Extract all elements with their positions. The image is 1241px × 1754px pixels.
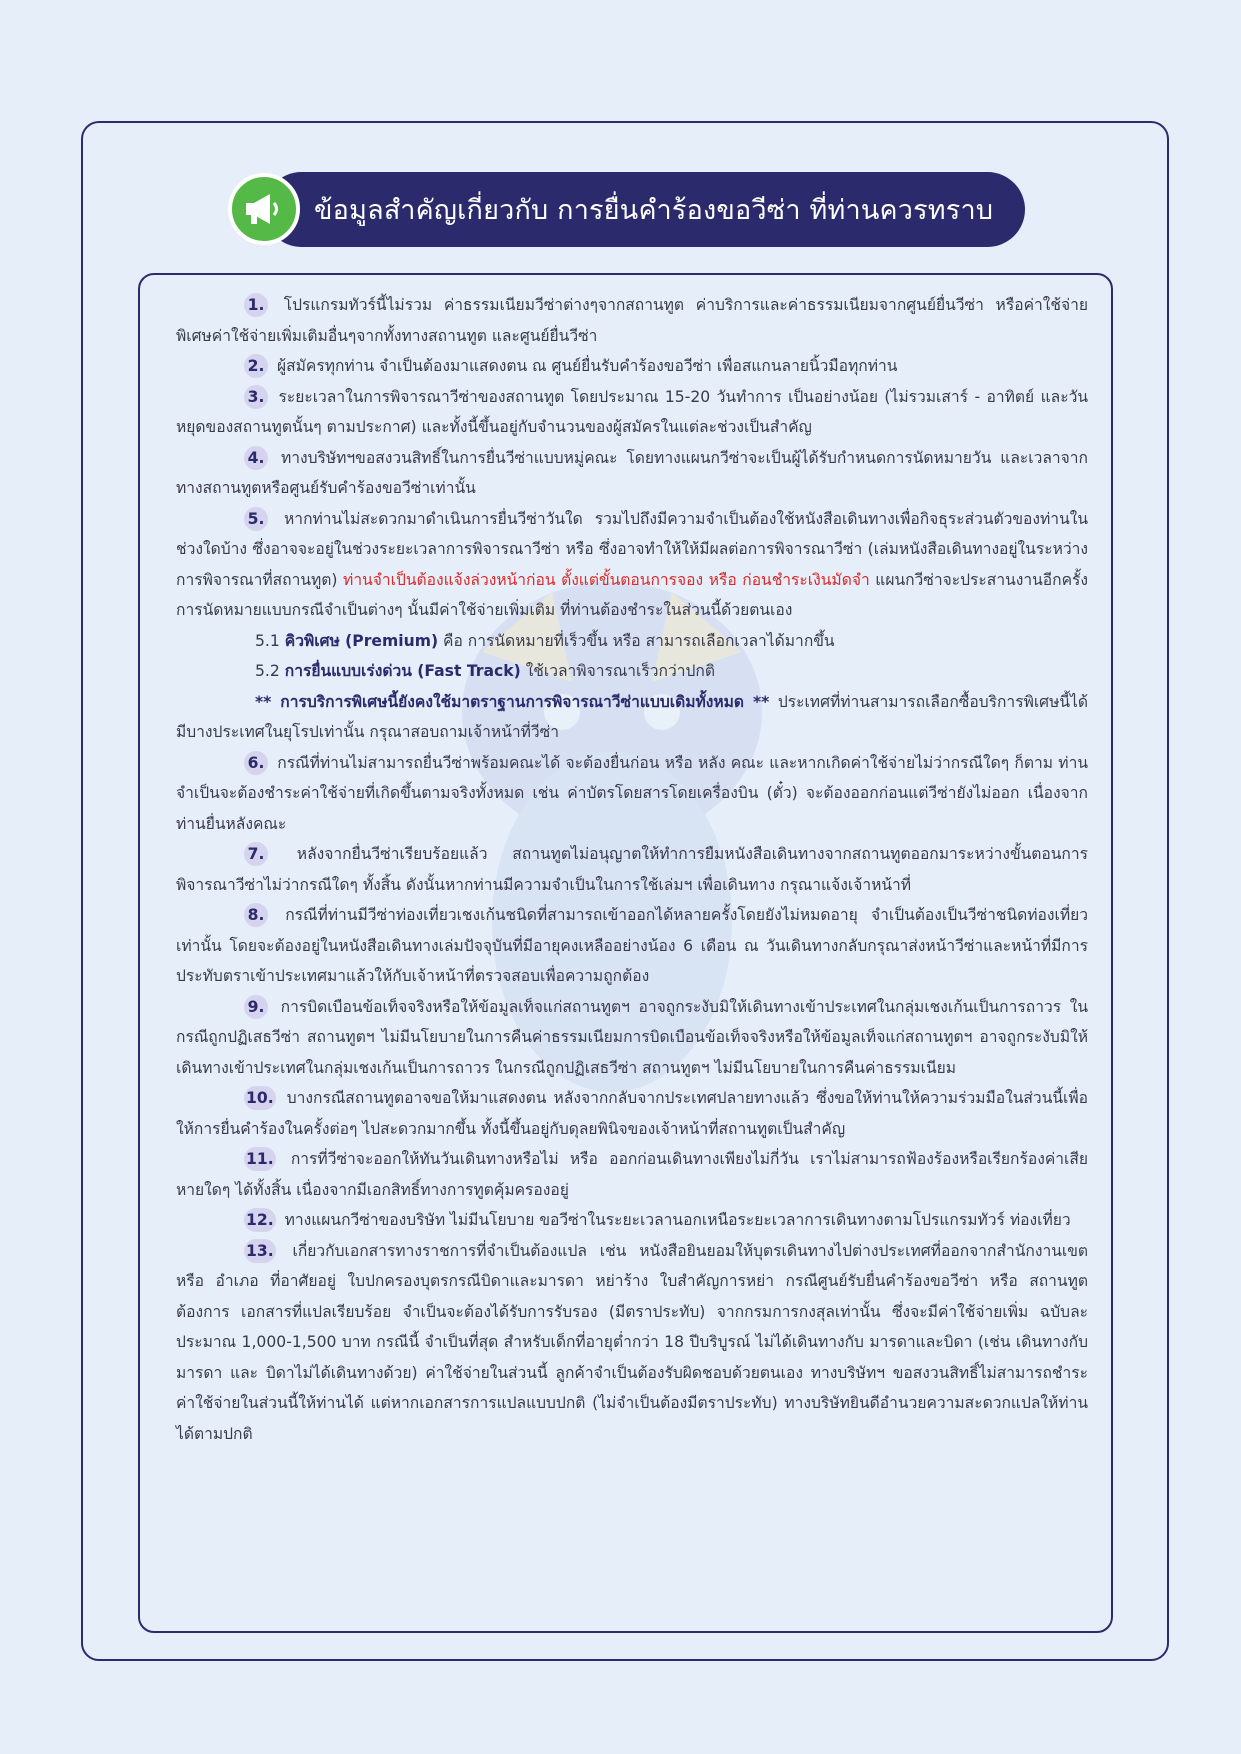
item-text: การบิดเบือนข้อเท็จจริงหรือให้ข้อมูลเท็จแก่สถานทูตฯ อาจถูกระงับมิให้เดินทางเข้าประเทศในกลุ่มเชงเก้นเป็นการถาวร ในกรณีถูกปฏิเสธวีซ่า สถานทูตฯ ไม่มีนโยบายในการคืนค่าธรรมเนียมการบิดเบือนข้อเท็จจริงหรือให้ข้อมูลเท็จแก่สถานทูตฯ อาจถูกระงับมิให้เดินทางเข้าประเทศในกลุ่มเชงเก้นเป็นการถาวร ในกรณีถูกปฏิเสธวีซ่า สถานทูตฯ ไม่มีนโยบายในการคืนค่าธรรมเนียม bbox=[176, 997, 1088, 1077]
item-text: ทางบริษัทฯขอสงวนสิทธิ์ในการยื่นวีซ่าแบบหมู่คณะ โดยทางแผนกวีซ่าจะเป็นผู้ได้รับกำหนดการนัดหมายวัน และเวลาจากทางสถานทูตหรือศูนย์รับคำร้องขอวีซ่าเท่านั้น bbox=[176, 448, 1088, 497]
item-number: 6. bbox=[244, 751, 268, 775]
service-note-title: ** การบริการพิเศษนี้ยังคงใช้มาตราฐานการพิจารณาวีซ่าแบบเดิมทั้งหมด ** bbox=[255, 692, 770, 711]
list-item bbox=[176, 290, 1088, 351]
item-number: 7. bbox=[244, 842, 268, 866]
item-text: หากท่านไม่สะดวกมาดำเนินการยื่นวีซ่าวันใด รวมไปถึงมีความจำเป็นต้องใช้หนังสือเดินทางเพื่อกิจธุระส่วนตัวของท่านในช่วงใดบ้าง ซึ่งอาจจะอยู่ในช่วงระยะเวลาการพิจารณาวีซ่า หรือ ซึ่งอาจทำให้ให้มีผลต่อการพิจารณาวีซ่า (เล่มหนังสือเดินทางอยู่ในระหว่างการพิจารณาที่สถานทูต) bbox=[176, 509, 1088, 589]
list-item bbox=[176, 1083, 1088, 1144]
sub-item bbox=[176, 626, 1088, 657]
service-note-text: ประเทศที่ท่านสามารถเลือกซื้อบริการพิเศษนี้ได้ มีบางประเทศในยุโรปเท่านั้น กรุณาสอบถามเจ้าหน้าที่วีซ่า bbox=[176, 692, 1088, 741]
list-item bbox=[176, 1205, 1088, 1236]
item-text: หลังจากยื่นวีซ่าเรียบร้อยแล้ว สถานทูตไม่อนุญาตให้ทำการยืมหนังสือเดินทางจากสถานทูตออกมาระหว่างขั้นตอนการพิจารณาวีซ่าไม่ว่ากรณีใดๆ ทั้งสิ้น ดังนั้นหากท่านมีความจำเป็นในการใช้เล่มฯ เพื่อเดินทาง กรุณาแจ้งเจ้าหน้าที่ bbox=[176, 845, 1088, 894]
list-item bbox=[176, 382, 1088, 443]
title-banner bbox=[228, 172, 1025, 247]
item-text: ระยะเวลาในการพิจารณาวีซ่าของสถานทูต โดยประมาณ 15-20 วันทำการ เป็นอย่างน้อย (ไม่รวมเสาร์ - อาทิตย์ และวันหยุดของสถานทูตนั้นๆ ตามประกาศ) และทั้งนี้ขึ้นอยู่กับจำนวนของผู้สมัครในแต่ละช่วงเป็นสำคัญ bbox=[176, 387, 1088, 436]
sub-item-text: คือ การนัดหมายที่เร็วขึ้น หรือ สามารถเลือกเวลาได้มากขึ้น bbox=[438, 631, 835, 650]
item-text: กรณีที่ท่านไม่สามารถยื่นวีซ่าพร้อมคณะได้ จะต้องยื่นก่อน หรือ หลัง คณะ และหากเกิดค่าใช้จ่ายไม่ว่ากรณีใดๆ ก็ตาม ท่านจำเป็นจะต้องชำระค่าใช้จ่ายที่เกิดขึ้นตามจริงทั้งหมด เช่น ค่าบัตรโดยสารโดยเครื่องบิน (ตั๋ว) จะต้องออกก่อนแต่วีซ่ายังไม่ออก เนื่องจากท่านยื่นหลังคณะ bbox=[176, 753, 1088, 833]
megaphone-icon bbox=[228, 173, 300, 245]
item-number: 9. bbox=[244, 995, 268, 1019]
item-number: 4. bbox=[244, 446, 268, 470]
item-number: 12. bbox=[244, 1208, 276, 1232]
list-item bbox=[176, 748, 1088, 840]
list-item bbox=[176, 839, 1088, 900]
sub-item-text: ใช้เวลาพิจารณาเร็วกว่าปกติ bbox=[520, 662, 715, 680]
sub-item-title: การยื่นแบบเร่งด่วน (Fast Track) bbox=[284, 662, 521, 680]
item-text: ผู้สมัครทุกท่าน จำเป็นต้องมาแสดงตน ณ ศูนย์ยื่นรับคำร้องขอวีซ่า เพื่อสแกนลายนิ้วมือทุกท่าน bbox=[276, 357, 898, 375]
list-item bbox=[176, 1144, 1088, 1205]
list-item bbox=[176, 504, 1088, 626]
requirements-list bbox=[176, 290, 1088, 1449]
item-text: โปรแกรมทัวร์นี้ไม่รวม ค่าธรรมเนียมวีซ่าต่างๆจากสถานทูต ค่าบริการและค่าธรรมเนียมจากศูนย์ยื่นวีซ่า หรือค่าใช้จ่ายพิเศษค่าใช้จ่ายเพิ่มเติมอื่นๆจากทั้งทางสถานทูต และศูนย์ยื่นวีซ่า bbox=[176, 296, 1088, 345]
item-number: 11. bbox=[244, 1147, 276, 1171]
list-item bbox=[176, 1236, 1088, 1450]
important-notice: ท่านจำเป็นต้องแจ้งล่วงหน้าก่อน ตั้งแต่ขั้นตอนการจอง หรือ ก่อนชำระเงินมัดจำ bbox=[343, 570, 870, 589]
item-number: 2. bbox=[244, 354, 268, 378]
item-number: 10. bbox=[244, 1086, 276, 1110]
item-text: ทางแผนกวีซ่าของบริษัท ไม่มีนโยบาย ขอวีซ่าในระยะเวลานอกเหนือระยะเวลาการเดินทางตามโปรแกรมทัวร์ ท่องเที่ยว bbox=[284, 1211, 1071, 1229]
page-title: ข้อมูลสำคัญเกี่ยวกับ การยื่นคำร้องขอวีซ่า ที่ท่านควรทราบ bbox=[314, 195, 994, 226]
item-text: กรณีที่ท่านมีวีซ่าท่องเที่ยวเชงเก้นชนิดที่สามารถเข้าออกได้หลายครั้งโดยยังไม่หมดอายุ จำเป็นต้องเป็นวีซ่าชนิดท่องเที่ยวเท่านั้น โดยจะต้องอยู่ในหนังสือเดินทางเล่มปัจจุบันที่มีอายุคงเหลืออย่างน้อง 6 เดือน ณ วันเดินทางกลับกรุณาส่งหน้าวีซ่าและหน้าที่มีการประทับตราเข้าประเทศมาแล้วให้กับเจ้าหน้าที่ตรวจสอบเพื่อความถูกต้อง bbox=[176, 906, 1088, 985]
list-item bbox=[176, 443, 1088, 504]
item-number: 3. bbox=[244, 385, 268, 409]
list-item bbox=[176, 900, 1088, 992]
list-item bbox=[176, 992, 1088, 1084]
item-number: 5. bbox=[244, 507, 268, 531]
item-text: การที่วีซ่าจะออกให้ทันวันเดินทางหรือไม่ หรือ ออกก่อนเดินทางเพียงไม่กี่วัน เราไม่สามารถฟ้องร้องหรือเรียกร้องค่าเสียหายใดๆ ได้ทั้งสิ้น เนื่องจากมีเอกสิทธิ์ทางการทูตคุ้มครองอยู่ bbox=[176, 1150, 1088, 1199]
item-number: 13. bbox=[244, 1239, 276, 1263]
item-number: 1. bbox=[244, 293, 268, 317]
sub-item bbox=[176, 656, 1088, 687]
item-text: เกี่ยวกับเอกสารทางราชการที่จำเป็นต้องแปล เช่น หนังสือยินยอมให้บุตรเดินทางไปต่างประเทศที่ออกจากสำนักงานเขต หรือ อำเภอ ที่อาศัยอยู่ ใบปกครองบุตรกรณีบิดาและมารดา หย่าร้าง ใบสำคัญการหย่า กรณีศูนย์รับยื่นคำร้องขอวีซ่า หรือ สถานทูตต้องการ เอกสารที่แปลเรียบร้อย จำเป็นจะต้องได้รับการรับรอง (มีตราประทับ) จากกรมการกงสุลเท่านั้น ซึ่งจะมีค่าใช้จ่ายเพิ่ม ฉบับละ ประมาณ 1,000-1,500 บาท กรณีนี้ จำเป็นที่สุด สำหรับเด็กที่อายุต่ำกว่า 18 ปีบริบูรณ์ ไม่ได้เดินทางกับ มารดาและบิดา (เช่น เดินทางกับมารดา และ บิดาไม่ได้เดินทางด้วย) ค่าใช้จ่ายในส่วนนี้ ลูกค้าจำเป็นต้องรับผิดชอบด้วยตนเอง ทางบริษัทฯ ขอสงวนสิทธิ์ไม่สามารถชำระค่าใช้จ่ายในส่วนนี้ให้ท่านได้ แต่หากเอกสารการแปลแบบปกติ (ไม่จำเป็นต้องมีตราประทับ) ทางบริษัทยินดีอำนวยความสะดวกแปลให้ท่านได้ตามปกติ bbox=[176, 1241, 1088, 1443]
item-text: บางกรณีสถานทูตอาจขอให้มาแสดงตน หลังจากกลับจากประเทศปลายทางแล้ว ซึ่งขอให้ท่านให้ความร่วมมือในส่วนนี้เพื่อให้การยื่นคำร้องในครั้งต่อๆ ไปสะดวกมากขึ้น ทั้งนี้ขึ้นอยู่กับดุลยพินิจของเจ้าหน้าที่สถานทูตเป็นสำคัญ bbox=[176, 1089, 1088, 1138]
list-item bbox=[176, 351, 1088, 382]
sub-item-number: 5.1 bbox=[255, 631, 280, 650]
sub-item-number: 5.2 bbox=[255, 662, 280, 680]
item-text-continued: แผนกวีซ่าจะประสานงานอีกครั้ง การนัดหมายแบบกรณีจำเป็นต่างๆ นั้นมีค่าใช้จ่ายเพิ่มเติม ที่ท่านต้องชำระในส่วนนี้ด้วยตนเอง bbox=[176, 570, 1089, 619]
item-number: 8. bbox=[244, 903, 268, 927]
title-pill bbox=[264, 172, 1025, 247]
sub-item-title: คิวพิเศษ (Premium) bbox=[284, 631, 439, 650]
service-note bbox=[176, 687, 1088, 748]
